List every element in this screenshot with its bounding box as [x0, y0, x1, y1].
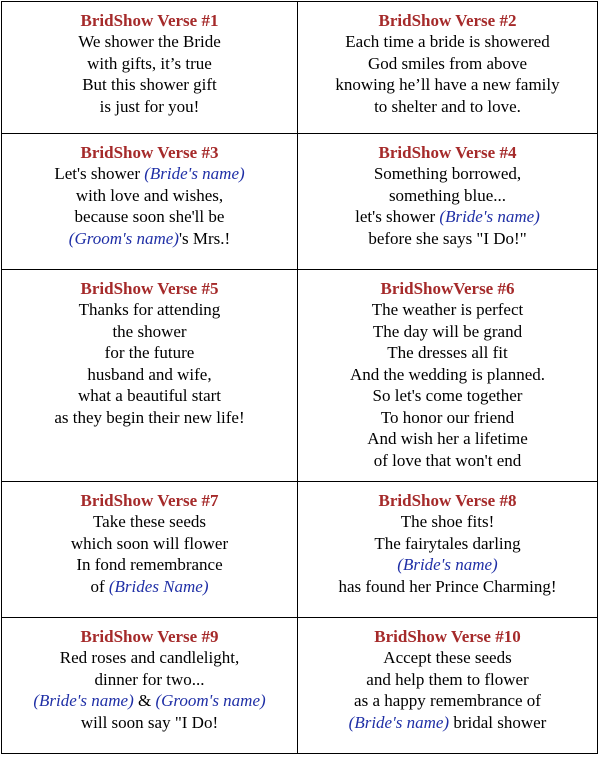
verse-text: let's shower: [355, 207, 440, 226]
verse-cell: [2, 618, 298, 754]
verse-text: something blue...: [388, 185, 507, 205]
verse-title: BridShow Verse #8: [378, 491, 517, 510]
verse-line: [2, 185, 297, 207]
verse-line: [298, 712, 597, 734]
verse-text: bridal shower: [449, 712, 547, 732]
verse-title: BridShow Verse #2: [378, 11, 517, 30]
verse-line: [298, 206, 597, 228]
verse-line: [298, 163, 597, 185]
verse-title: BridShow Verse #3: [80, 143, 219, 162]
verse-text: to shelter and to love.: [374, 96, 521, 116]
verse-text: The day will be grand: [372, 321, 523, 341]
verse-line: [2, 669, 297, 691]
verse-title: BridShowVerse #6: [380, 279, 515, 298]
name-placeholder: (Bride's name): [33, 691, 134, 710]
verse-text: is just for you!: [99, 96, 200, 116]
verse-text: We shower the Bride: [78, 32, 221, 51]
verse-line: [2, 31, 297, 53]
verse-line: [2, 53, 297, 75]
verse-line: [298, 450, 597, 472]
verse-line: [2, 407, 297, 429]
verse-line: [298, 554, 597, 576]
verse-text: dinner for two...: [94, 669, 205, 689]
verse-text: will soon say "I Do!: [80, 712, 219, 732]
verse-text: as they begin their new life!: [54, 407, 245, 427]
verse-line: [298, 342, 597, 364]
name-placeholder: (Bride's name): [439, 207, 540, 226]
verse-line: [298, 96, 597, 118]
verse-text: 's Mrs.!: [178, 228, 231, 248]
verse-line: [298, 74, 597, 96]
verse-line: [298, 533, 597, 555]
verse-text: with gifts, it’s true: [87, 53, 212, 73]
verse-line: [298, 428, 597, 450]
verse-line: [2, 511, 297, 533]
name-placeholder: (Bride's name): [144, 164, 245, 183]
verse-line: [298, 407, 597, 429]
verse-text: The fairytales darling: [374, 533, 521, 553]
verse-text: But this shower gift: [82, 75, 217, 94]
verse-text: So let's come together: [372, 386, 523, 405]
name-placeholder: (Groom's name): [68, 228, 179, 248]
verse-text: before she says "I Do!": [368, 228, 527, 248]
verse-title: BridShow Verse #10: [374, 627, 521, 646]
verse-text: has found her Prince Charming!: [338, 576, 557, 596]
verse-line: [298, 576, 597, 598]
verse-text: And wish her a lifetime: [367, 429, 528, 448]
verse-line: [2, 576, 297, 598]
verse-line: [298, 669, 597, 691]
verse-line: [298, 364, 597, 386]
verse-cell: [298, 134, 598, 270]
verse-text: husband and wife,: [87, 364, 212, 384]
verse-title: BridShow Verse #1: [80, 11, 219, 30]
verse-text: of: [90, 576, 109, 596]
verse-line: [2, 364, 297, 386]
verse-cell: [2, 134, 298, 270]
verse-text: Something borrowed,: [373, 164, 522, 183]
name-placeholder: (Brides Name): [108, 576, 209, 596]
verse-text: for the future: [104, 343, 195, 362]
verse-title: BridShow Verse #5: [80, 279, 219, 298]
verse-line: [2, 74, 297, 96]
verse-line: [2, 647, 297, 669]
verse-line: [2, 96, 297, 118]
verse-line: [2, 206, 297, 228]
verse-line: [298, 385, 597, 407]
name-placeholder: (Bride's name): [397, 555, 498, 574]
verse-cell: [2, 482, 298, 618]
verse-line: [2, 321, 297, 343]
verse-text: Red roses and candlelight,: [59, 648, 240, 667]
verse-line: [2, 342, 297, 364]
verse-table: [1, 1, 598, 754]
verse-line: [298, 185, 597, 207]
verse-line: [2, 554, 297, 576]
verse-line: [2, 228, 297, 250]
verse-text: Let's shower: [54, 164, 145, 183]
verse-line: [2, 299, 297, 321]
verse-line: [2, 385, 297, 407]
verse-text: as a happy remembrance of: [354, 691, 541, 710]
verse-line: [298, 299, 597, 321]
verse-title: BridShow Verse #4: [378, 143, 517, 162]
verse-cell: [298, 270, 598, 482]
verse-line: [2, 690, 297, 712]
verse-text: what a beautiful start: [77, 386, 222, 405]
verse-text: The dresses all fit: [387, 343, 508, 362]
verse-text: The shoe fits!: [400, 512, 495, 531]
verse-text: Take these seeds: [92, 512, 207, 531]
name-placeholder: (Groom's name): [155, 691, 266, 710]
verse-line: [298, 321, 597, 343]
verse-text: knowing he’ll have a new family: [335, 75, 560, 94]
verse-cell: [298, 482, 598, 618]
verse-line: [2, 163, 297, 185]
verse-line: [298, 647, 597, 669]
verse-text: because soon she'll be: [74, 207, 225, 226]
verse-line: [2, 712, 297, 734]
verse-text: And the wedding is planned.: [350, 364, 545, 384]
verse-text: and help them to flower: [366, 669, 529, 689]
verse-text: the shower: [112, 321, 187, 341]
verse-text: Thanks for attending: [78, 300, 221, 319]
verse-text: To honor our friend: [380, 407, 515, 427]
verse-text: &: [133, 691, 156, 710]
verse-line: [2, 533, 297, 555]
verse-text: Accept these seeds: [383, 648, 512, 667]
verse-line: [298, 53, 597, 75]
verse-cell: [298, 2, 598, 134]
verse-text: Each time a bride is showered: [345, 32, 550, 51]
verse-cell: [298, 618, 598, 754]
verse-text: which soon will flower: [70, 533, 229, 553]
verse-text: with love and wishes,: [75, 185, 224, 205]
verse-title: BridShow Verse #9: [80, 627, 219, 646]
verse-line: [298, 31, 597, 53]
verse-line: [298, 690, 597, 712]
verse-line: [298, 228, 597, 250]
verse-cell: [2, 270, 298, 482]
verse-text: God smiles from above: [367, 53, 528, 73]
verse-line: [298, 511, 597, 533]
verse-title: BridShow Verse #7: [80, 491, 219, 510]
verse-text: of love that won't end: [373, 450, 522, 470]
verse-text: In fond remembrance: [76, 555, 223, 574]
name-placeholder: (Bride's name): [348, 712, 450, 732]
verse-text: The weather is perfect: [371, 300, 524, 319]
verse-cell: [2, 2, 298, 134]
